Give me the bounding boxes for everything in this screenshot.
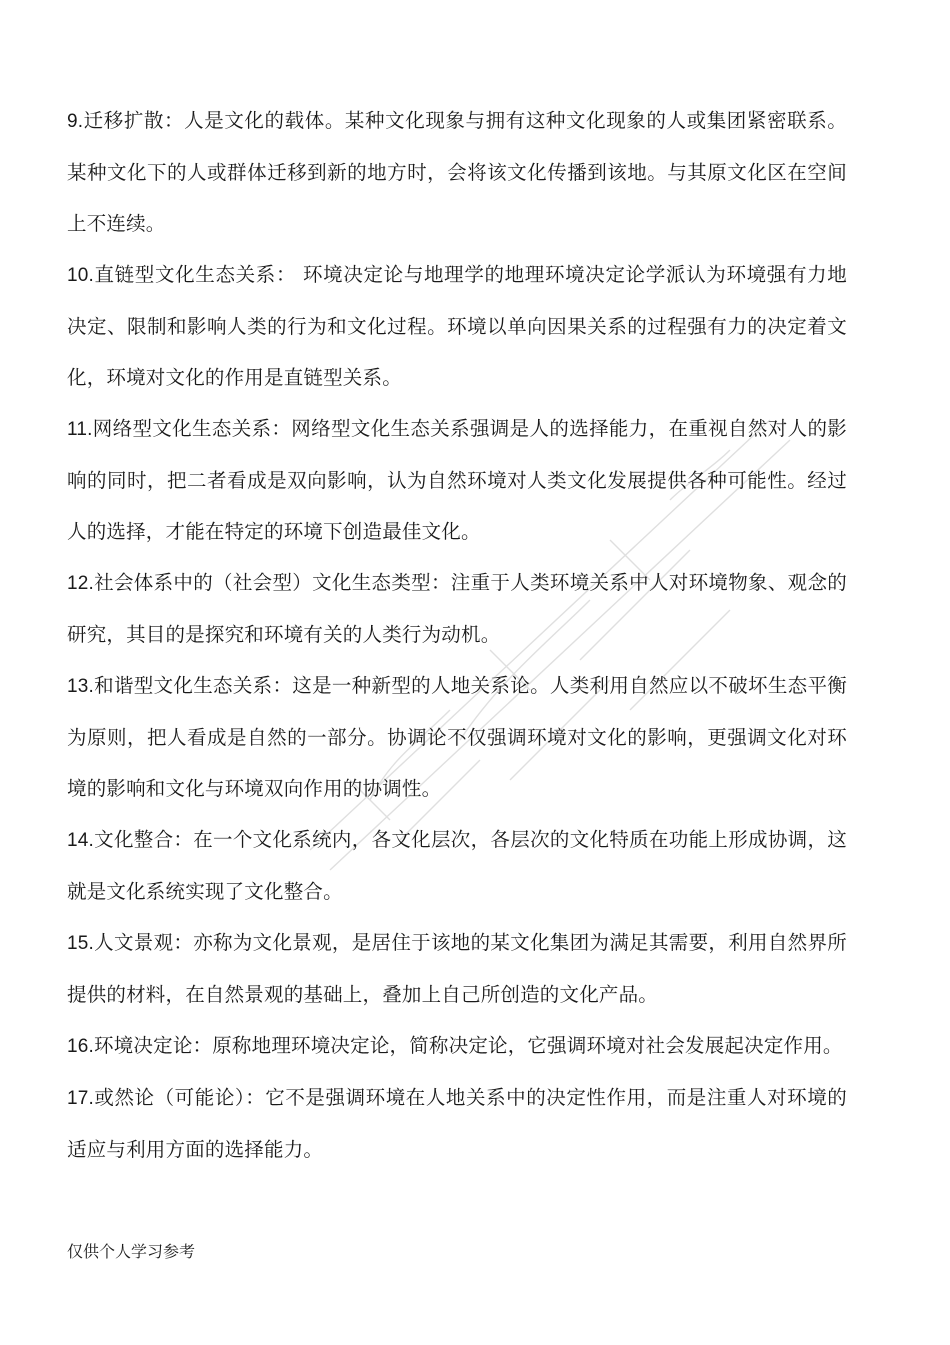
entry-number: 11. (67, 419, 93, 440)
entry-number: 12. (67, 573, 95, 594)
entry-text: 社会体系中的（社会型）文化生态类型：注重于人类环境关系中人对环境物象、观念的研究，其目的是探究和环境有关的人类行为动机。 (67, 571, 847, 646)
glossary-entry-12 (67, 557, 847, 660)
entry-number: 17. (67, 1088, 95, 1109)
entry-text: 人文景观：亦称为文化景观，是居住于该地的某文化集团为满足其需要，利用自然界所提供的材料，在自然景观的基础上，叠加上自己所创造的文化产品。 (67, 931, 847, 1006)
glossary-content (67, 95, 847, 1175)
glossary-entry-17 (67, 1072, 847, 1175)
glossary-entry-16 (67, 1020, 847, 1072)
entry-text: 环境决定论：原称地理环境决定论，简称决定论，它强调环境对社会发展起决定作用。 (94, 1034, 843, 1057)
glossary-entry-11 (67, 403, 847, 557)
glossary-entry-9 (67, 95, 847, 249)
entry-text: 网络型文化生态关系：网络型文化生态关系强调是人的选择能力，在重视自然对人的影响的同时，把二者看成是双向影响，认为自然环境对人类文化发展提供各种可能性。经过人的选择，才能在特定的环境下创造最佳文化。 (67, 417, 847, 543)
entry-text: 和谐型文化生态关系：这是一种新型的人地关系论。人类利用自然应以不破坏生态平衡为原则，把人看成是自然的一部分。协调论不仅强调环境对文化的影响，更强调文化对环境的影响和文化与环境双向作用的协调性。 (67, 674, 847, 800)
page-footer: 仅供个人学习参考 (67, 1242, 196, 1261)
glossary-entry-10 (67, 249, 847, 403)
entry-number: 16. (67, 1036, 95, 1057)
entry-number: 14. (67, 830, 95, 851)
glossary-entry-13 (67, 660, 847, 814)
entry-number: 9. (67, 111, 84, 132)
entry-number: 13. (67, 676, 95, 697)
entry-number: 15. (67, 933, 95, 954)
entry-text: 或然论（可能论）：它不是强调环境在人地关系中的决定性作用，而是注重人对环境的适应与利用方面的选择能力。 (67, 1086, 847, 1161)
entry-text: 迁移扩散：人是文化的载体。某种文化现象与拥有这种文化现象的人或集团紧密联系。某种文化下的人或群体迁移到新的地方时，会将该文化传播到该地。与其原文化区在空间上不连续。 (67, 109, 847, 235)
entry-text: 直链型文化生态关系： 环境决定论与地理学的地理环境决定论学派认为环境强有力地决定、限制和影响人类的行为和文化过程。环境以单向因果关系的过程强有力的决定着文化，环境对文化的作用是直链型关系。 (67, 263, 847, 389)
entry-number: 10. (67, 265, 95, 286)
glossary-entry-14 (67, 814, 847, 917)
glossary-entry-15 (67, 917, 847, 1020)
entry-text: 文化整合：在一个文化系统内，各文化层次，各层次的文化特质在功能上形成协调，这就是文化系统实现了文化整合。 (67, 828, 847, 903)
